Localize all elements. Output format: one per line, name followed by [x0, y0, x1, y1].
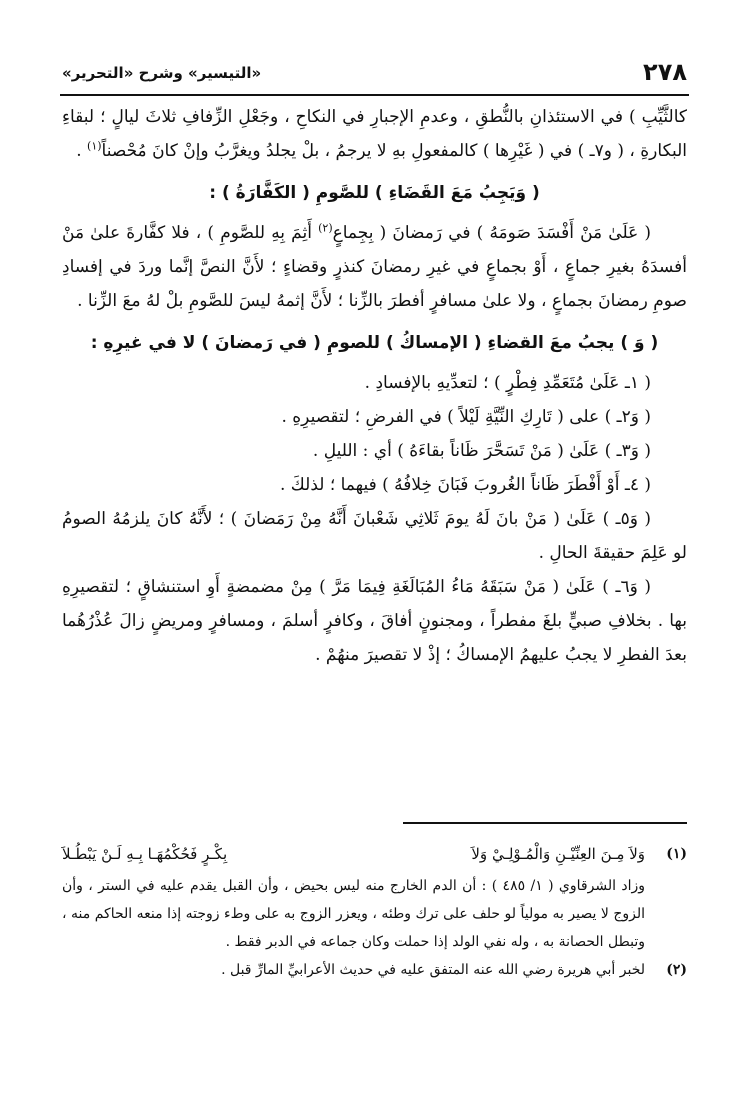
page-header: [60, 58, 689, 96]
paragraph: كالثَّيِّبِ ) في الاستئذانِ بالنُّطقِ ، وعدمِ الإجبارِ في النكاحِ ، وجَعْلِ الزِّفافِ ثلاثَ ليالٍ ؛ لبقاءِ البكارةِ ، ( و٧ـ ) في ( غَيْرِها ) كالمفعولِ بهِ لا يرجمُ ، بلْ يجلدُ ويغرَّبُ وإنْ كانَ مُحْصناً$^{(١)}$ .: [62, 107, 687, 161]
footnote-ref: (٢): [318, 221, 333, 235]
footnote-ref: (١): [87, 139, 102, 153]
section-heading: ( وَ ) يجبُ معَ القضاءِ ( الإمساكُ ) للصومِ ( في رَمضانَ ) لا في غيرِهِ :: [90, 333, 659, 353]
list-item: ( ٤ـ أَوْ أَفْطَرَ ظَاناً الغُروبَ فَبَانَ خِلافُهُ ) فيهما ؛ لذلكَ .: [280, 475, 651, 495]
list-item: ( وَ٢ـ ) على ( تَارِكِ النِّيَّةِ لَيْلاً ) في الفرضِ ؛ لتقصيرِهِ .: [281, 407, 651, 427]
verse-line: [62, 840, 687, 868]
footnote-number: (١): [666, 846, 687, 862]
verse-hemistich-1: وَلاَ مِـنَ العِنِّيْـنِ وَالْمُـوْلِـيْ وَلاَ: [471, 845, 645, 863]
footnotes: [62, 840, 687, 984]
footnote-1: [62, 840, 687, 956]
paragraph: ( عَلَىٰ مَنْ أَفْسَدَ صَومَهُ ) في رَمضانَ ( بِجِماعٍ$^{(٢)}$ أَثِمَ بِهِ للصَّومِ ) ، فلا كفَّارةَ علىٰ مَنْ أفسدَهُ بغيرِ جماعٍ ، أَوْ بجماعٍ في غيرِ رمضانَ كنذرٍ وقضاءٍ ؛ لأَنَّ النصَّ إنَّما وردَ في إفسادِ صومِ رمضانَ بجماعٍ ، ولا علىٰ مسافرٍ أفطرَ بالزِّنا ؛ لأَنَّ إثمهُ ليسَ للصَّومِ بلْ لهُ معَ الزِّنا .: [62, 221, 687, 311]
footnote-number: (٢): [666, 962, 687, 978]
footnote-text: وزاد الشرقاوي ( ١/ ٤٨٥ ) : أن الدم الخارج منه ليس بحيض ، وأن القبل يقدم عليه في الستر ، وأن الزوج لا يصير به مولياً لو حلف على ترك وطئه ، ويعزر الزوج به على وطء زوجته إذا منعه الحاكم منه ، وتبطل الحصانة به ، وله نفي الولد إذا حملت وكان جماعه في الدبر فقط .: [62, 878, 645, 950]
list-item: ( ١ـ عَلَىٰ مُتَعَمِّدِ فِطْرٍ ) ؛ لتعدِّيهِ بالإفسادِ .: [364, 373, 651, 393]
list-item: ( وَ٥ـ ) عَلَىٰ ( مَنْ بانَ لَهُ يومَ ثَلاثِي شَعْبانَ أَنَّهُ مِنْ رَمَضانَ ) ؛ لأَنَّهُ كانَ يلزمُهُ الصومُ لو عَلِمَ حقيقةَ الحالِ .: [62, 509, 687, 563]
main-text: [62, 100, 687, 672]
list-item: ( وَ٣ـ ) عَلَىٰ ( مَنْ تَسَحَّرَ ظَاناً بقاءَهُ ) أي : الليلِ .: [312, 441, 651, 461]
list-item: ( وَ٦ـ ) عَلَىٰ ( مَنْ سَبَقَهُ مَاءُ المُبَالَغَةِ فِيمَا مَرَّ ) مِنْ مضمضةٍ أَوِ استنشاقٍ ؛ لتقصيرِهِ بها . بخلافِ صبيٍّ بلغَ مفطراً ، ومجنونٍ أفاقَ ، وكافرٍ أسلمَ ، ومسافرٍ ومريضٍ زالَ عُذْرُهُما بعدَ الفطرِ لا يجبُ عليهمُ الإمساكُ ؛ إذْ لا تقصيرَ منهُمْ .: [62, 577, 687, 665]
section-heading: ( وَيَجِبُ مَعَ القَضَاءِ ) للصَّومِ ( الكَفَّارَةُ ) :: [209, 183, 540, 203]
footnote-text: لخبر أبي هريرة رضي الله عنه المتفق عليه في حديث الأعرابيِّ المارِّ قبل .: [221, 962, 645, 978]
footnote-divider: [403, 822, 687, 824]
verse-hemistich-2: بِكْـرٍ فَحُكْمُهَـا بِـهِ لَـنْ يَبْطُـلاَ: [62, 845, 228, 863]
running-title: «التيسير» وشرح «التحرير»: [62, 64, 262, 82]
footnote-2: [62, 956, 687, 984]
page-number: ٢٧٨: [643, 58, 687, 86]
